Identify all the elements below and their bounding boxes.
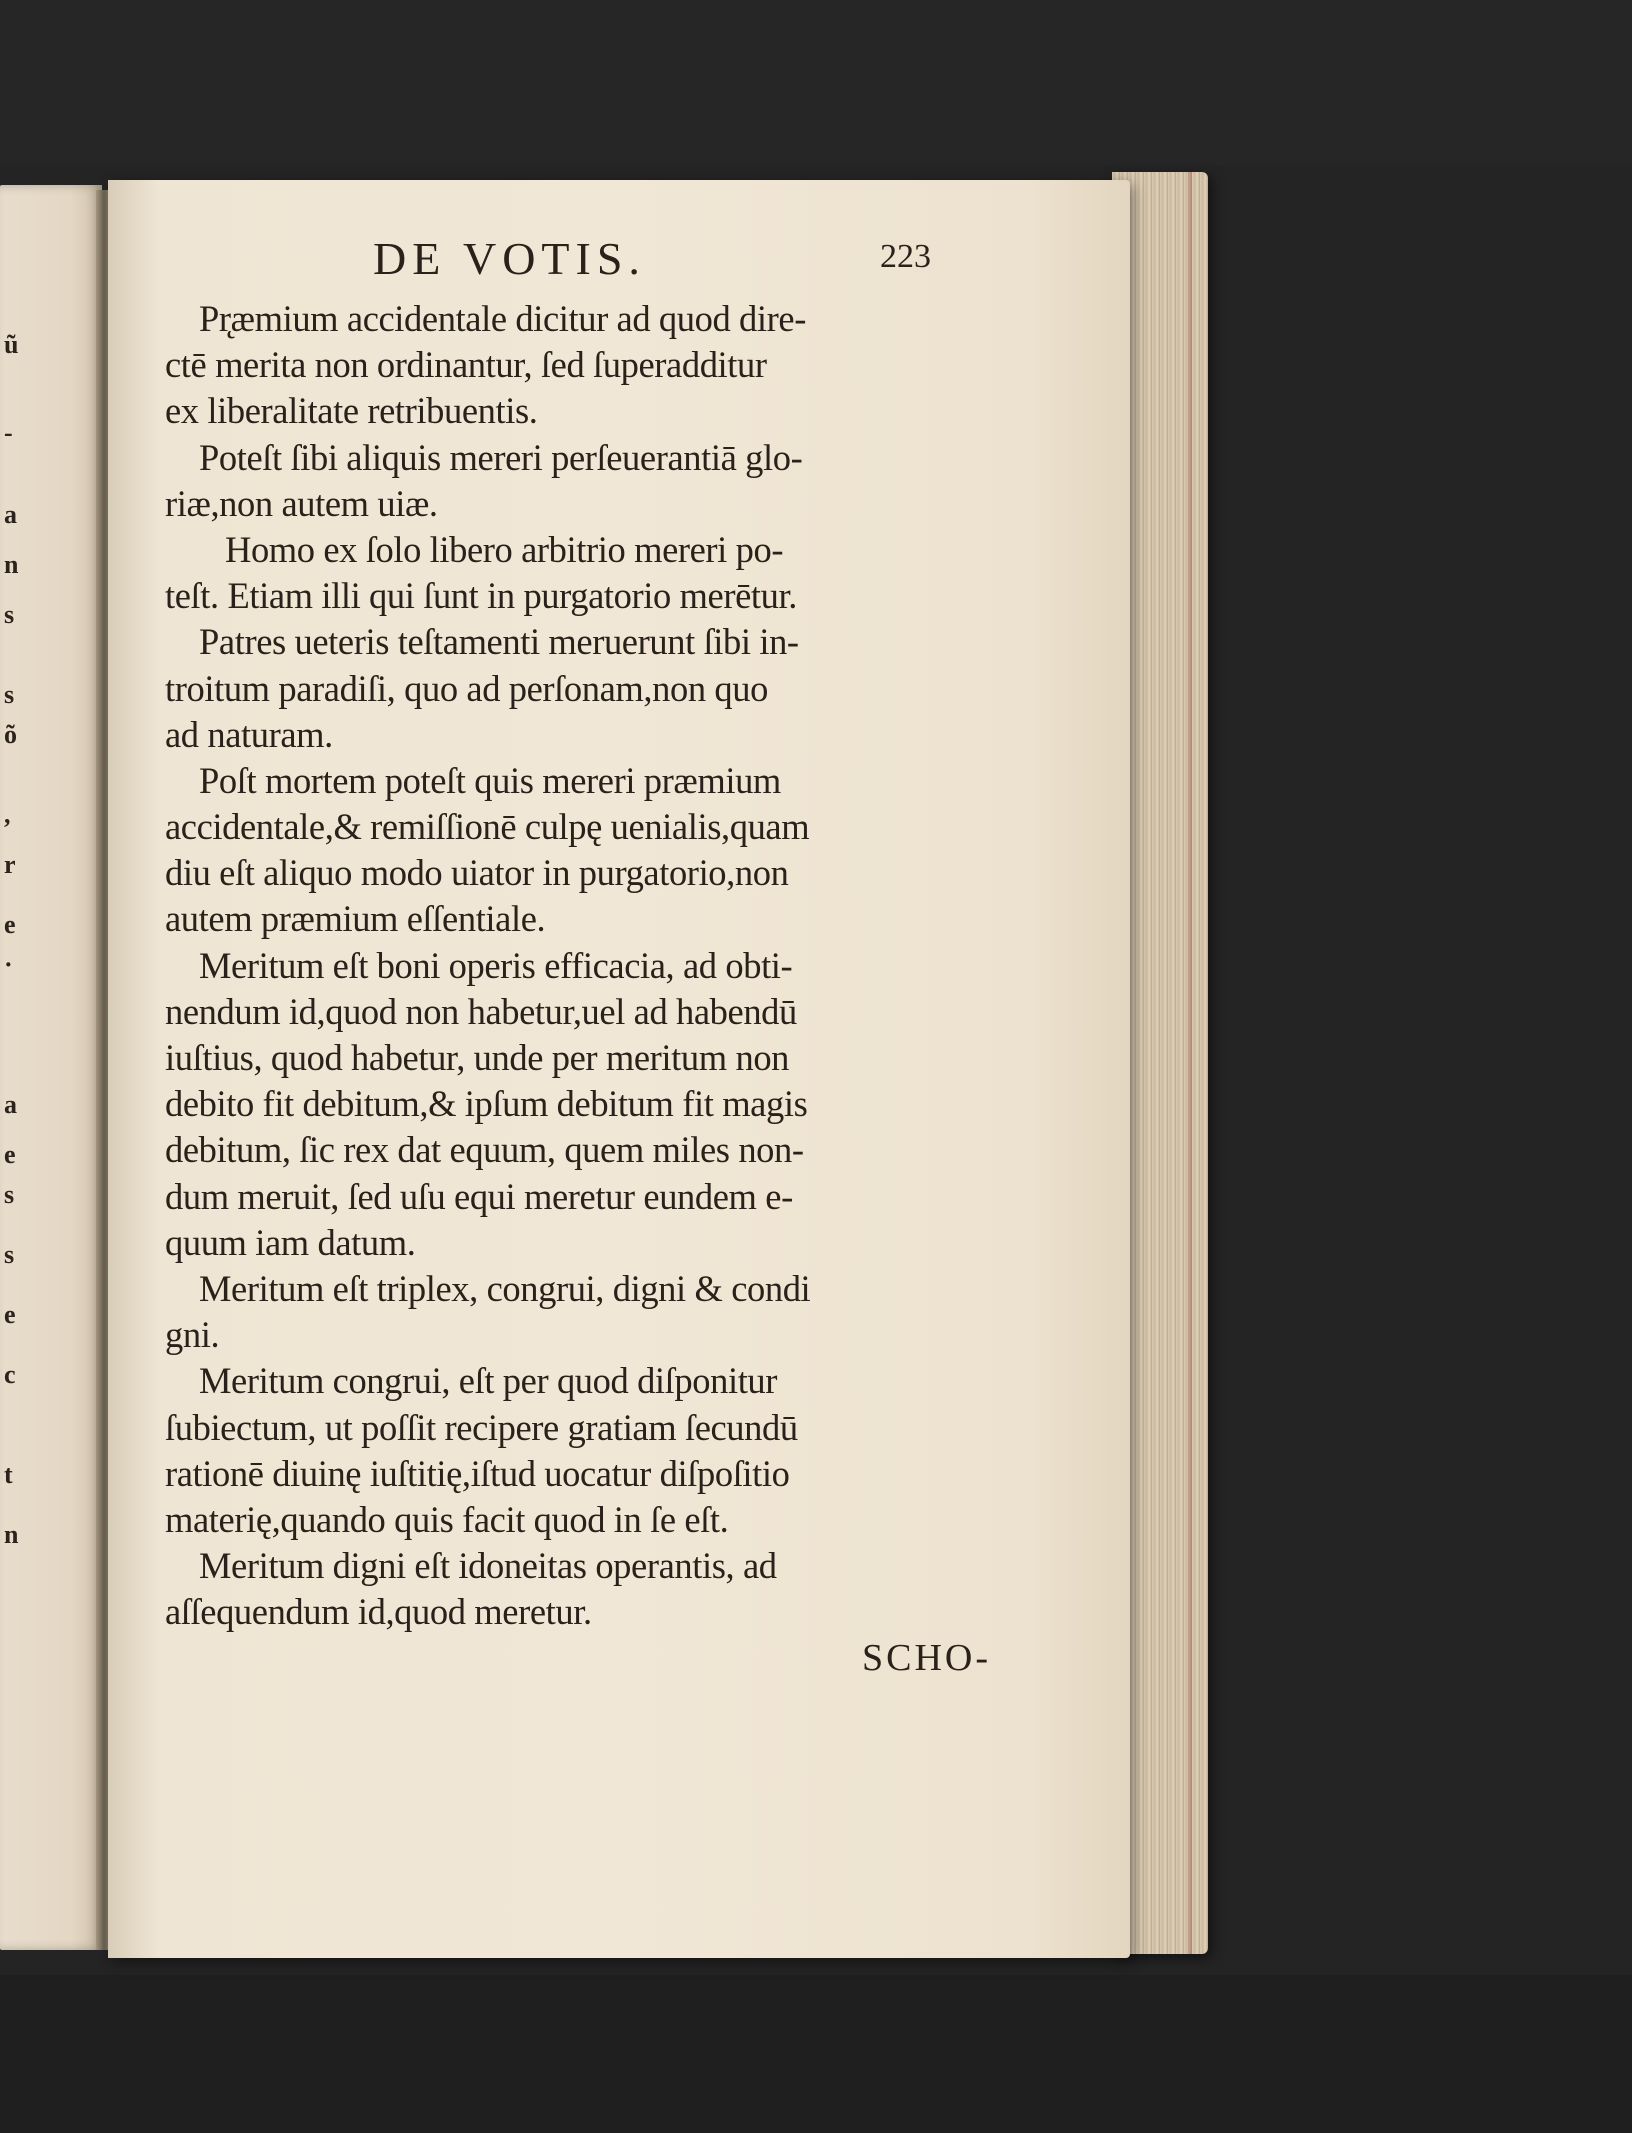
- text-line: debitum, ſic rex dat equum, quem miles non-: [165, 1129, 804, 1171]
- edge-glyph: s: [4, 600, 15, 629]
- edge-glyph: n: [4, 550, 19, 579]
- text-line: nendum id,quod non habetur,uel ad habendū: [165, 990, 797, 1032]
- text-line: materię,quando quis facit quod in ſe eſt.: [165, 1498, 729, 1540]
- edge-glyph: e: [4, 1300, 16, 1329]
- text-line: Meritum congrui, eſt per quod diſponitur: [199, 1360, 778, 1402]
- edge-glyph: -: [4, 418, 13, 447]
- edge-glyph: t: [4, 1460, 13, 1489]
- text-line: riæ,non autem uiæ.: [165, 482, 438, 524]
- edge-glyph: õ: [4, 720, 17, 749]
- text-line: Meritum eſt triplex, congrui, digni & condi: [199, 1267, 811, 1309]
- text-line: ctē merita non ordinantur, ſed ſuperadditur: [165, 344, 767, 386]
- edge-glyph: ,: [4, 800, 11, 829]
- text-line: rationē diuinę iuſtitię,iſtud uocatur diſpoſitio: [165, 1452, 790, 1494]
- edge-glyph: e: [4, 1140, 16, 1169]
- page-number: 223: [880, 238, 931, 275]
- body-text: [165, 296, 995, 1635]
- text-line: Poteſt ſibi aliquis mereri perſeuerantiā glo-: [199, 436, 803, 478]
- edge-glyph: s: [4, 680, 15, 709]
- edge-glyph: n: [4, 1520, 19, 1549]
- text-line: Patres ueteris teſtamenti meruerunt ſibi in-: [199, 621, 799, 663]
- edge-glyph: a: [4, 500, 17, 529]
- page-text-block: [165, 232, 995, 1682]
- edge-glyph: c: [4, 1360, 16, 1389]
- text-line: gni.: [165, 1314, 220, 1356]
- text-line: ad naturam.: [165, 713, 333, 755]
- text-line: autem præmium eſſentiale.: [165, 898, 546, 940]
- scanner-background-bottom: [0, 1975, 1632, 2133]
- text-line: Pr̨æmium accidentale dicitur ad quod dire-: [199, 298, 806, 339]
- text-line: diu eſt aliquo modo uiator in purgatorio,non: [165, 852, 789, 894]
- edge-glyph: s: [4, 1240, 15, 1269]
- text-line: iuſtius, quod habetur, unde per meritum non: [165, 1037, 790, 1078]
- edge-glyph: a: [4, 1090, 17, 1119]
- text-line: debito fit debitum,& ipſum debitum fit magis: [165, 1083, 808, 1125]
- scanner-background-top: [0, 0, 1632, 165]
- text-line: ſubiectum, ut poſſit recipere gratiam ſecundū: [165, 1406, 798, 1448]
- edge-glyph: ·: [4, 950, 13, 979]
- text-line: teſt. Etiam illi qui ſunt in purgatorio merētur.: [165, 575, 797, 617]
- text-line: Homo ex ſolo libero arbitrio mereri po-: [225, 528, 784, 570]
- text-line: dum meruit, ſed uſu equi meretur eundem e-: [165, 1175, 793, 1217]
- edge-glyph: r: [4, 850, 16, 879]
- text-line: Meritum digni eſt idoneitas operantis, ad: [199, 1545, 777, 1587]
- edge-glyph: s: [4, 1180, 15, 1209]
- edge-glyph: e: [4, 910, 16, 939]
- text-line: ex liberalitate retribuentis.: [165, 390, 538, 432]
- running-head: [165, 232, 995, 294]
- edge-glyph: ũ: [4, 330, 19, 359]
- left-page-edge-text: [0, 300, 20, 1700]
- text-line: accidentale,& remiſſionē culpę uenialis,quam: [165, 806, 810, 848]
- text-line: aſſequendum id,quod meretur.: [165, 1591, 592, 1633]
- running-head-title: DE VOTIS.: [373, 233, 646, 284]
- text-line: quum iam datum.: [165, 1221, 416, 1263]
- catchword: SCHO-: [861, 1637, 991, 1680]
- text-line: Meritum eſt boni operis efficacia, ad obti-: [199, 944, 793, 986]
- text-line: troitum paradiſi, quo ad perſonam,non quo: [165, 667, 768, 709]
- text-line: Poſt mortem poteſt quis mereri præmium: [199, 759, 781, 801]
